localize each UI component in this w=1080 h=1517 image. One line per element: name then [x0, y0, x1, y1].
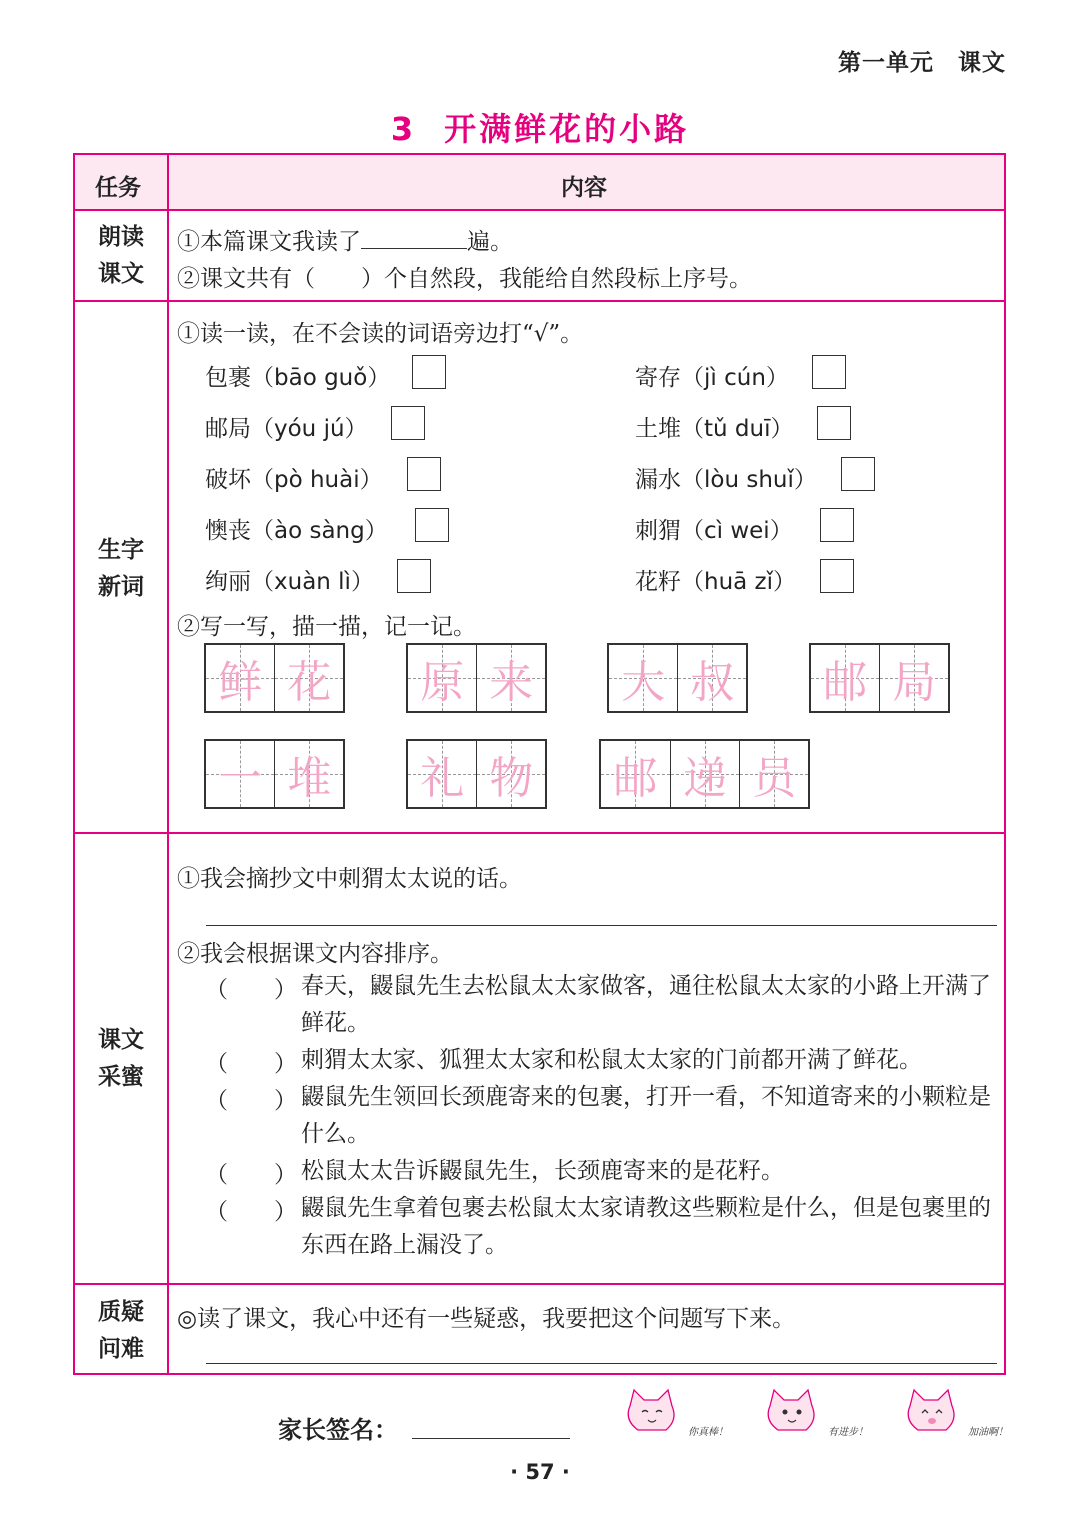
- reading-line1: ①本篇课文我读了 遍。: [177, 223, 513, 256]
- cat-sticker: [618, 1386, 728, 1438]
- trace-char: 一: [218, 753, 263, 804]
- question-answer-line[interactable]: [206, 1363, 997, 1364]
- honey-question-1: ①我会摘抄文中刺猬太太说的话。: [177, 866, 522, 892]
- parent-signature-label: 家长签名：: [278, 1416, 398, 1444]
- tracing-grid[interactable]: [406, 643, 547, 713]
- word-checkbox[interactable]: [391, 406, 425, 440]
- worksheet-table: [73, 153, 1006, 1375]
- trace-char: 礼: [420, 753, 465, 804]
- unit-header: 第一单元 课文: [838, 50, 1006, 76]
- order-paren[interactable]: （ ）: [205, 1162, 297, 1188]
- word-checkbox[interactable]: [820, 508, 854, 542]
- trace-char: 堆: [287, 753, 332, 804]
- word-item: 绚丽（xuàn lì）: [205, 569, 374, 595]
- word-checkbox[interactable]: [812, 355, 846, 389]
- sticker-label: 你真棒！: [688, 1427, 728, 1438]
- parent-signature-line[interactable]: [412, 1438, 570, 1439]
- question-text: ◎读了课文，我心中还有一些疑惑，我要把这个问题写下来。: [177, 1306, 796, 1332]
- reading-label: 朗读 课文: [98, 224, 144, 287]
- word-item: 破坏（pò huài）: [205, 467, 383, 493]
- reading-line2: ②课文共有（ ）个自然段，我能给自然段标上序号。: [177, 266, 752, 292]
- tracing-grid[interactable]: [607, 643, 748, 713]
- trace-char: 叔: [690, 657, 735, 708]
- copy-answer-line[interactable]: [206, 925, 997, 926]
- tracing-grid[interactable]: [809, 643, 950, 713]
- page-number: · 57 ·: [510, 1460, 570, 1484]
- word-checkbox[interactable]: [415, 508, 449, 542]
- reading-count-blank[interactable]: [361, 226, 467, 249]
- order-paren[interactable]: （ ）: [205, 977, 297, 1003]
- words-instruction-1: ①读一读，在不会读的词语旁边打“√”。: [177, 321, 584, 347]
- trace-char: 员: [751, 753, 796, 804]
- cat-icon: [898, 1386, 968, 1438]
- honey-label: 课文 采蜜: [98, 1027, 144, 1090]
- word-checkbox[interactable]: [841, 457, 875, 491]
- col-content-header: 内容: [561, 175, 607, 201]
- trace-char: 递: [682, 753, 727, 804]
- sticker-label: 加油啊！: [968, 1427, 1008, 1438]
- cat-icon: [618, 1386, 688, 1438]
- col-task-header: 任务: [95, 175, 141, 201]
- lesson-name: 开满鲜花的小路: [444, 110, 690, 148]
- word-item: 懊丧（ào sàng）: [205, 518, 388, 544]
- cat-icon: [758, 1386, 828, 1438]
- word-item: 花籽（huā zǐ）: [635, 569, 797, 595]
- trace-char: 大: [621, 657, 666, 708]
- words-label: 生字 新词: [98, 537, 144, 600]
- cat-sticker: [898, 1386, 1008, 1438]
- word-item: 刺猬（cì wei）: [635, 518, 793, 544]
- lesson-number: 3: [390, 110, 417, 148]
- word-checkbox[interactable]: [407, 457, 441, 491]
- trace-char: 原: [420, 657, 465, 708]
- order-paren[interactable]: （ ）: [205, 1088, 297, 1114]
- question-label: 质疑 问难: [98, 1299, 144, 1362]
- tracing-grid[interactable]: [599, 739, 810, 809]
- word-checkbox[interactable]: [820, 559, 854, 593]
- cat-sticker: [758, 1386, 868, 1438]
- word-item: 土堆（tǔ duī）: [635, 416, 794, 442]
- trace-char: 花: [287, 657, 332, 708]
- word-item: 寄存（jì cún）: [635, 365, 789, 391]
- word-item: 漏水（lòu shuǐ）: [635, 467, 817, 493]
- order-paren[interactable]: （ ）: [205, 1199, 297, 1225]
- tracing-grid[interactable]: [406, 739, 547, 809]
- trace-char: 来: [489, 657, 534, 708]
- lesson-title: [0, 104, 1080, 150]
- word-item: 包裹（bāo guǒ）: [205, 365, 391, 391]
- tracing-grid[interactable]: [204, 739, 345, 809]
- table-header: [75, 155, 1004, 209]
- order-item: 松鼠太太告诉鼹鼠先生，长颈鹿寄来的是花籽。: [301, 1158, 784, 1184]
- word-item: 邮局（yóu jú）: [205, 416, 368, 442]
- trace-char: 邮: [613, 753, 658, 804]
- order-item: 鼹鼠先生领回长颈鹿寄来的包裹，打开一看，不知道寄来的小颗粒是什么。: [301, 1084, 991, 1147]
- word-checkbox[interactable]: [817, 406, 851, 440]
- order-item: 鼹鼠先生拿着包裹去松鼠太太家请教这些颗粒是什么，但是包裹里的东西在路上漏没了。: [301, 1195, 991, 1258]
- words-instruction-2: ②写一写，描一描，记一记。: [177, 614, 476, 640]
- trace-char: 局: [892, 657, 937, 708]
- order-paren[interactable]: （ ）: [205, 1051, 297, 1077]
- trace-char: 鲜: [218, 657, 263, 708]
- honey-question-2: ②我会根据课文内容排序。: [177, 941, 453, 967]
- sticker-label: 有进步！: [828, 1427, 868, 1438]
- tracing-grid[interactable]: [204, 643, 345, 713]
- order-item: 春天，鼹鼠先生去松鼠太太家做客，通往松鼠太太家的小路上开满了鲜花。: [301, 973, 991, 1036]
- word-checkbox[interactable]: [412, 355, 446, 389]
- order-item: 刺猬太太家、狐狸太太家和松鼠太太家的门前都开满了鲜花。: [301, 1047, 922, 1073]
- word-checkbox[interactable]: [397, 559, 431, 593]
- trace-char: 物: [489, 753, 534, 804]
- trace-char: 邮: [823, 657, 868, 708]
